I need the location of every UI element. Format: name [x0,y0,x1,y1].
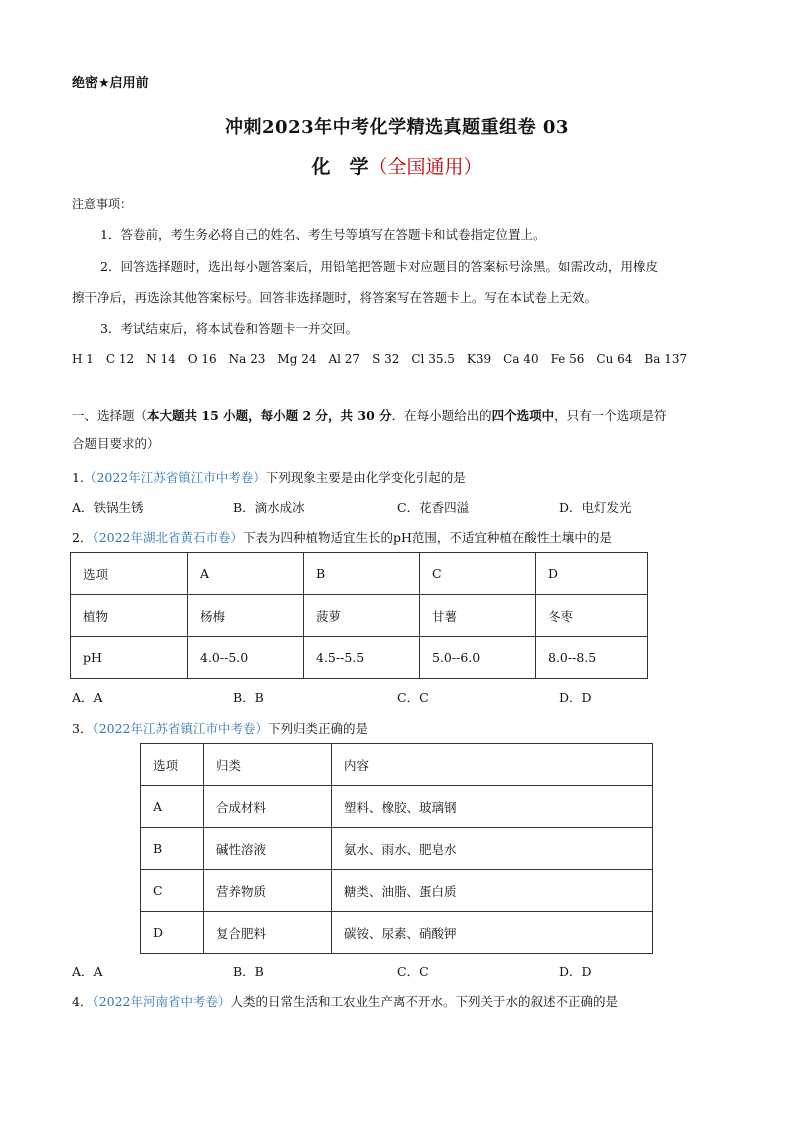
option-a: A．A [72,690,103,705]
option-d: D．D [559,690,592,705]
table-cell: 8.0--8.5 [536,637,648,679]
option-c: C．C [397,690,429,705]
table-cell: 复合肥料 [204,912,332,954]
option-d: D．电灯发光 [559,500,632,515]
table-cell: 甘薯 [420,595,536,637]
question-3-stem [72,719,368,737]
table-cell: 碱性溶液 [204,828,332,870]
table-row [141,786,653,828]
option-b: B．B [233,964,264,979]
section-heading-bold: 四个选项中 [491,408,555,423]
table-cell: 5.0--6.0 [420,637,536,679]
table-cell: 冬枣 [536,595,648,637]
table-row [141,912,653,954]
table-cell: 菠萝 [304,595,420,637]
section-heading-suffix: ，只有一个选项是符 [554,408,667,423]
notice-item: 3．考试结束后，将本试卷和答题卡一并交回。 [100,321,358,336]
option-b: B．B [233,690,264,705]
section-heading-bold: 本大题共 15 小题，每小题 2 分，共 30 分 [147,408,392,423]
table-cell: C [420,553,536,595]
question-2-stem [72,528,612,546]
option-c: C．C [397,964,429,979]
question-1-stem [72,468,466,486]
table-cell: 氨水、雨水、肥皂水 [332,828,653,870]
question-3-table [140,743,653,954]
question-2-table [70,552,648,679]
table-cell: 营养物质 [204,870,332,912]
option-a: A．铁锅生锈 [72,500,144,515]
table-cell: pH [71,637,188,679]
question-number: 2． [72,530,93,545]
table-row [141,870,653,912]
table-cell: 植物 [71,595,188,637]
table-cell: 碳铵、尿素、硝酸钾 [332,912,653,954]
notice-item: 2．回答选择题时，选出每小题答案后，用铅笔把答题卡对应题目的答案标号涂黑。如需改动，用橡皮 [100,259,658,274]
question-text: 下表为四种植物适宜生长的pH范围，不适宜种植在酸性土壤中的是 [243,530,612,545]
option-c: C．花香四溢 [397,500,470,515]
question-text: 人类的日常生活和工农业生产离不开水。下列关于水的叙述不正确的是 [230,994,619,1009]
question-source: （2022年湖北省黄石市卷） [92,530,244,545]
option-d: D．D [559,964,592,979]
table-cell: 塑料、橡胶、玻璃钢 [332,786,653,828]
question-source: （2022年河南省中考卷） [92,994,231,1009]
option-a: A．A [72,964,103,979]
table-cell: D [141,912,204,954]
table-row [71,637,648,679]
table-cell: 4.0--5.0 [188,637,304,679]
section-heading-prefix: 一、选择题（ [72,408,148,423]
notice-item: 擦干净后，再选涂其他答案标号。回答非选择题时，将答案写在答题卡上。写在本试卷上无效。 [72,290,598,305]
question-number: 4． [72,994,93,1009]
section-heading-line2: 合题目要求的） [72,436,160,451]
table-cell: A [141,786,204,828]
scope-label: 全国通用 [387,156,464,178]
table-row [141,744,653,786]
table-cell: 内容 [332,744,653,786]
table-row [141,828,653,870]
notice-heading: 注意事项： [72,197,133,211]
table-cell: 合成材料 [204,786,332,828]
table-cell: B [304,553,420,595]
question-source: （2022年江苏省镇江市中考卷） [92,721,269,736]
confidential-label: 绝密★启用前 [72,76,149,91]
subject-name: 化 学 [311,156,369,178]
question-source: （2022年江苏省镇江市中考卷） [83,470,266,485]
table-cell: 杨梅 [188,595,304,637]
option-b: B．滴水成冰 [233,500,305,515]
table-cell: D [536,553,648,595]
section-heading-mid: ．在每小题给出的 [391,408,492,423]
exam-subject [0,152,794,179]
table-cell: A [188,553,304,595]
table-row [71,595,648,637]
table-cell: 归类 [204,744,332,786]
table-cell: 糖类、油脂、蛋白质 [332,870,653,912]
question-text: 下列现象主要是由化学变化引起的是 [265,470,466,485]
table-cell: 选项 [71,553,188,595]
notice-item: 1．答卷前，考生务必将自己的姓名、考生号等填写在答题卡和试卷指定位置上。 [100,227,546,242]
question-text: 下列归类正确的是 [268,721,369,736]
exam-title: 冲刺2023年中考化学精选真题重组卷 03 [225,117,569,138]
table-row [71,553,648,595]
table-cell: C [141,870,204,912]
question-number: 1. [72,470,84,485]
table-cell: 选项 [141,744,204,786]
table-cell: B [141,828,204,870]
table-cell: 4.5--5.5 [304,637,420,679]
atomic-masses: H 1 C 12 N 14 O 16 Na 23 Mg 24 Al 27 S 32 Cl 35.5 K39 Ca 40 Fe 56 Cu 64 Ba 137 [72,352,688,366]
scope-close-paren: ） [463,156,483,178]
question-number: 3． [72,721,93,736]
section-heading [72,406,667,424]
question-4-stem [72,992,618,1010]
scope-open-paren: （ [368,156,388,178]
